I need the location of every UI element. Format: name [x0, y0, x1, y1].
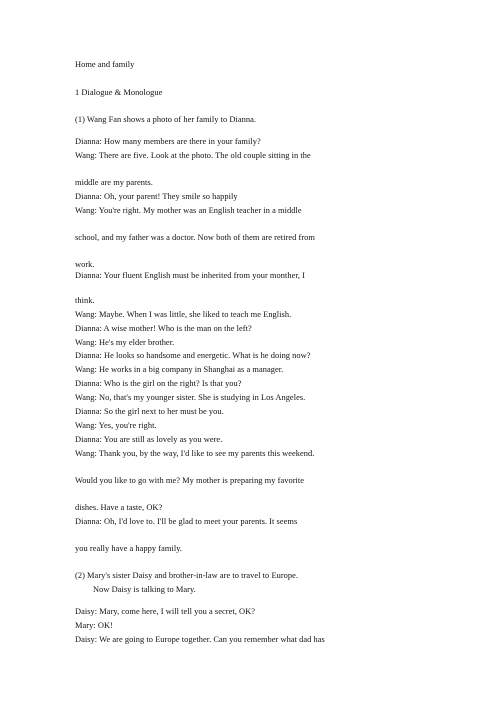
dialogue1-line: Wang: Maybe. When I was little, she liked to teach me English. — [75, 310, 292, 319]
dialogue1-line: Wang: He's my elder brother. — [75, 338, 175, 347]
document-heading: Home and family — [75, 60, 135, 69]
dialogue1-line: think. — [75, 296, 95, 305]
dialogue1-line: Wang: Yes, you're right. — [75, 421, 157, 430]
dialogue1-line: work. — [75, 260, 95, 269]
section-title: 1 Dialogue & Monologue — [75, 88, 163, 97]
dialogue1-line: Dianna: He looks so handsome and energetic. What is he doing now? — [75, 351, 311, 360]
dialogue1-line: Dianna: So the girl next to her must be you. — [75, 407, 224, 416]
dialogue1-line: school, and my father was a doctor. Now both of them are retired from — [75, 233, 315, 242]
dialogue1-line: dishes. Have a taste, OK? — [75, 503, 163, 512]
dialogue1-line: Dianna: Your fluent English must be inherited from your monther, I — [75, 271, 305, 280]
dialogue1-line: you really have a happy family. — [75, 544, 183, 553]
dialogue1-line: Wang: Thank you, by the way, I'd like to see my parents this weekend. — [75, 449, 315, 458]
dialogue1-intro: (1) Wang Fan shows a photo of her family to Dianna. — [75, 115, 257, 124]
dialogue1-line: Dianna: Who is the girl on the right? Is that you? — [75, 379, 242, 388]
dialogue2-line: Daisy: We are going to Europe together. Can you remember what dad has — [75, 635, 325, 644]
dialogue2-intro: (2) Mary's sister Daisy and brother-in-law are to travel to Europe. — [75, 571, 299, 580]
dialogue1-line: middle are my parents. — [75, 178, 153, 187]
dialogue1-line: Dianna: You are still as lovely as you were. — [75, 435, 223, 444]
dialogue1-line: Dianna: A wise mother! Who is the man on the left? — [75, 324, 252, 333]
dialogue2-line: Daisy: Mary, come here, I will tell you a secret, OK? — [75, 607, 256, 616]
dialogue1-line: Would you like to go with me? My mother is preparing my favorite — [75, 476, 305, 485]
dialogue1-line: Dianna: Oh, I'd love to. I'll be glad to meet your parents. It seems — [75, 517, 298, 526]
dialogue1-line: Wang: You're right. My mother was an English teacher in a middle — [75, 206, 302, 215]
dialogue2-intro-continued: Now Daisy is talking to Mary. — [93, 585, 196, 594]
dialogue1-line: Dianna: Oh, your parent! They smile so happily — [75, 192, 238, 201]
dialogue1-line: Wang: He works in a big company in Shanghai as a manager. — [75, 365, 284, 374]
dialogue1-line: Wang: No, that's my younger sister. She is studying in Los Angeles. — [75, 393, 306, 402]
dialogue1-line: Dianna: How many members are there in your family? — [75, 137, 261, 146]
dialogue2-line: Mary: OK! — [75, 621, 113, 630]
dialogue1-line: Wang: There are five. Look at the photo. The old couple sitting in the — [75, 151, 311, 160]
